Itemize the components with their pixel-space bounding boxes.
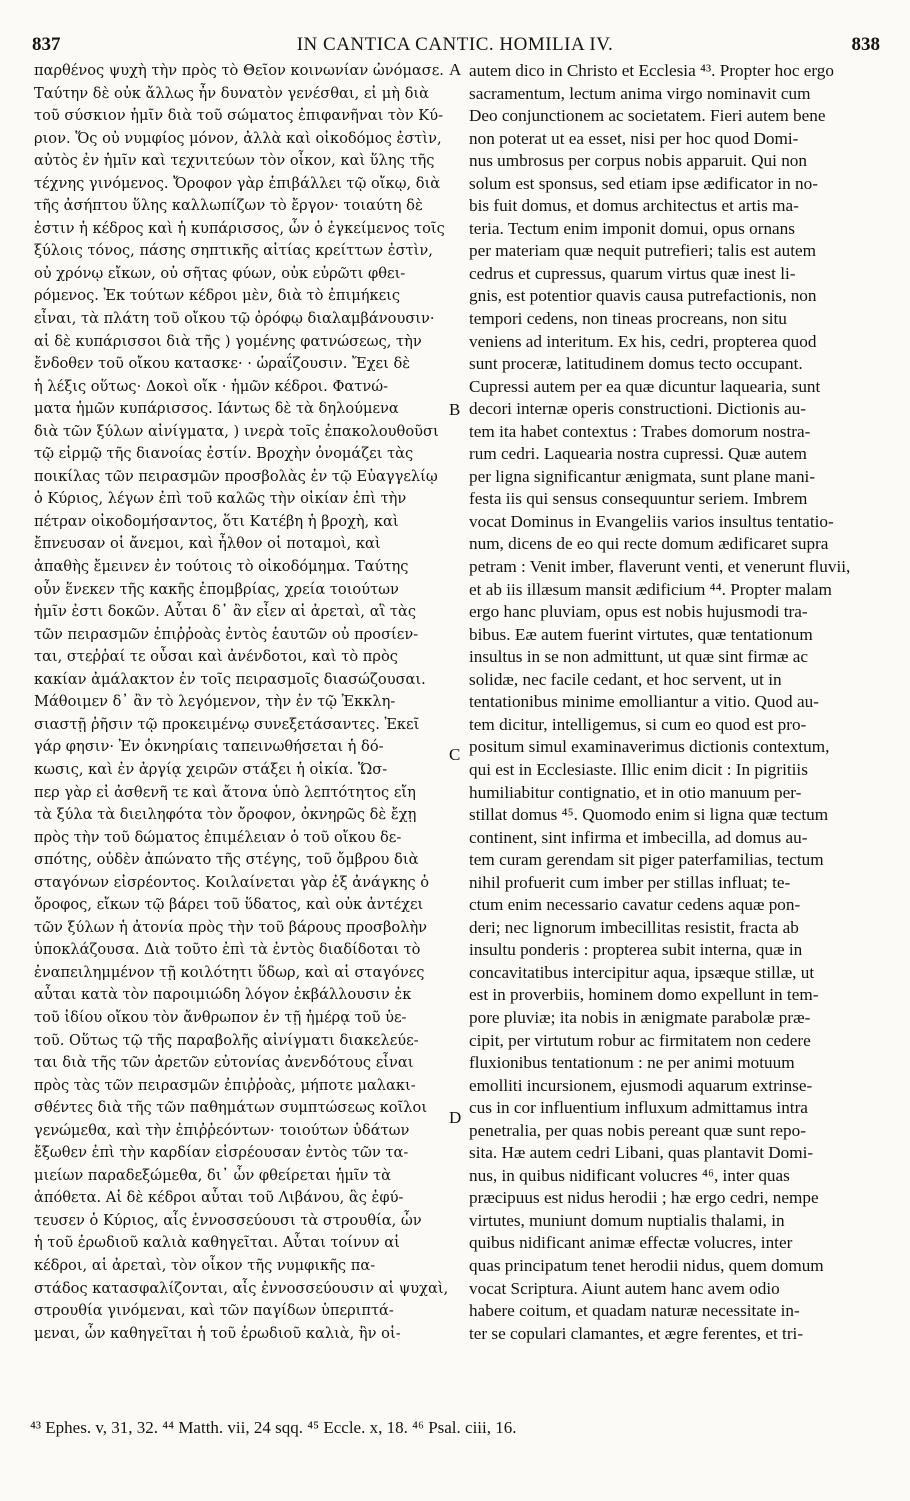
latin-text-line: per ligna significantur ænigmata, sunt plane mani-	[469, 466, 816, 486]
latin-text-line: gnis, est potentior quavis causa putrefactionis, non	[469, 286, 817, 306]
greek-text-line: τευσεν ὁ Κύριος, αἷς ἐννοσσεύουσι τὰ στρουθία, ὧν	[34, 1211, 422, 1229]
latin-text-line: nihil profuerit cum imber per stillas influat; te-	[469, 872, 791, 892]
greek-text-line: αὐτὸς ἐν ἡμῖν καὶ τεχνιτεύων τὸν οἶκον, καὶ ὕλης τῆς	[34, 152, 435, 170]
latin-text-line: fluxionibus tentationum : ne per animi motuum	[469, 1053, 795, 1073]
latin-text-line: insultu ponderis : propterea subit interna, quæ in	[469, 940, 803, 960]
greek-text-line: ρόμενος. Ἐκ τούτων κέδροι μὲν, διὰ τὸ ἐπιμήκεις	[34, 287, 401, 305]
latin-text-line: autem dico in Christo et Ecclesia ⁴³. Propter hoc ergo	[469, 61, 834, 80]
latin-text-line: Deo conjunctionem ac societatem. Fieri autem bene	[469, 106, 826, 126]
latin-text-line: ter se copulari clamantes, et ægre ferentes, et tri-	[469, 1323, 804, 1343]
greek-text-line: ἔξωθεν ἐπὶ τὴν καρδίαν εἰσρέουσαν ἐντὸς τῶν τα-	[34, 1144, 409, 1162]
greek-text-line: ἀπόθετα. Αἱ δὲ κέδροι αὗται τοῦ Λιβάνου, ἃς ἐφύ-	[34, 1189, 404, 1207]
latin-text-line: cus in cor influentium influxum admittamus intra	[469, 1098, 808, 1118]
latin-text-line: sacramentum, lectum anima virgo nominavit cum	[469, 83, 811, 103]
greek-text-line: σταγόνων εἰσρέοντος. Κοιλαίνεται γὰρ ἐξ ἀνάγκης ὁ	[34, 873, 430, 891]
page-header	[30, 34, 880, 60]
greek-text-line: ματα ἡμῶν κυπάρισσος. Ιάντως δὲ τὰ δηλούμενα	[34, 400, 399, 418]
latin-text-line: petram : Venit imber, flaverunt venti, et venerunt fluvii,	[469, 557, 851, 577]
greek-text-line: ται, στεῤῥαί τε οὖσαι καὶ ἀνένδοτοι, καὶ τὸ πρὸς	[34, 648, 398, 666]
latin-text-line: quibus nidificant animæ effectæ volucres, inter	[469, 1233, 793, 1253]
greek-text-line: ξύλοις τόνος, πάσης σηπτικῆς αἰτίας κρείττων ἐστὶν,	[34, 242, 433, 260]
greek-text-line: διὰ τῶν ξύλων αἰνίγματα, ) ινερὰ τοῖς ἐπακολουθοῦσι	[34, 422, 439, 440]
greek-text-line: οὖν ἕνεκεν τῆς κακῆς ἐπομβρίας, χρεία τοιούτων	[34, 580, 399, 598]
greek-text-line: ἐναπειλημμένον τῇ κοιλότητι ὕδωρ, καὶ αἱ σταγόνες	[34, 963, 425, 981]
latin-text-line: bis fuit domus, et domus architectus et artis ma-	[469, 196, 799, 216]
latin-text-line: festa iis qui sensus consequuntur seriem. Imbrem	[469, 489, 808, 509]
greek-text-line: σιαστῇ ῥῆσιν τῷ προκειμένῳ συνεξετάσαντες. Ἐκεῖ	[34, 715, 420, 733]
margin-letter-b: B	[449, 400, 461, 419]
latin-text-line: tentationibus minime emolliantur a vitio. Quod au-	[469, 692, 819, 712]
greek-text-line: στρουθία γινόμεναι, καὶ τῶν παγίδων ὑπεριπτά-	[34, 1302, 394, 1320]
latin-text-line: num, dicens de eo qui recte domum ædificaret supra	[469, 534, 829, 554]
greek-text-line: ἡ τοῦ ἐρωδιοῦ καλιὰ καθηγεῖται. Αὗται τοίνυν αἱ	[34, 1234, 400, 1252]
latin-text-line: tempori cedens, non tineas procreans, non situ	[469, 309, 787, 329]
latin-text-line: solidæ, nec facile cedant, et hoc servent, ut in	[469, 669, 782, 689]
greek-text-line: μιείων παραδεξώμεθα, δι᾽ ὧν φθείρεται ἡμῖν τὰ	[34, 1166, 391, 1184]
margin-letter-c: C	[449, 745, 461, 764]
latin-text-line: ergo hanc pluviam, opus est nobis hujusmodi tra-	[469, 602, 808, 622]
greek-text-line: τῶν πειρασμῶν ἐπιῤῥοὰς ἐντὸς ἑαυτῶν οὐ προσίεν-	[34, 625, 419, 643]
latin-text-line: rum cedri. Laquearia nostra cupressi. Quæ autem	[469, 444, 807, 464]
greek-text-line: τὰ ξύλα τὰ διειληφότα τὸν ὄροφον, ὀκνηρῶς δὲ ἔχῃ	[34, 806, 417, 824]
greek-text-line: πρὸς τὴν τοῦ δώματος ἐπιμέλειαν ὁ τοῦ οἴκου δε-	[34, 828, 402, 846]
greek-text-line: ἡ λέξις οὕτως· Δοκοὶ οἴκ · ἡμῶν κέδροι. Φατνώ-	[34, 377, 389, 395]
latin-text-line: pore pluviæ; ita nobis in ænigmate parabolæ præ-	[469, 1007, 811, 1027]
greek-text-line: γάρ φησιν· Ἐν ὀκνηρίαις ταπεινωθήσεται ἡ δό-	[34, 738, 384, 756]
latin-text-line: bibus. Eæ autem fuerint virtutes, quæ tentationum	[469, 624, 813, 644]
latin-text-line: teria. Tectum enim imponit domui, opus ornans	[469, 218, 795, 238]
latin-text-line: per materiam quæ nequit putrefieri; talis est autem	[469, 241, 816, 261]
latin-text-line: deri; nec lignorum imbecillitas resistit, fracta ab	[469, 917, 799, 937]
greek-text-line: τέχνης γινόμενος. Ὄροφον γὰρ ἐπιβάλλει τῷ οἴκῳ, διὰ	[34, 174, 441, 192]
greek-text-line: μεναι, ὧν καθηγεῖται ἡ τοῦ ἐρωδιοῦ καλιὰ, ἣν οἱ-	[34, 1324, 401, 1342]
greek-text-line: τῶν ξύλων ἡ ἀτονία πρὸς τὴν τοῦ βάρους προσβολὴν	[34, 918, 428, 936]
latin-text-line: stillat domus ⁴⁵. Quomodo enim si ligna quæ tectum	[469, 805, 829, 825]
running-title: IN CANTICA CANTIC. HOMILIA IV.	[296, 34, 614, 55]
latin-text-line: nus umbrosus per corpus nobis apparuit. Qui non	[469, 151, 807, 171]
greek-text-line: σθέντες διὰ τῆς τῶν παθημάτων συμπτώσεως κοῖλοι	[34, 1099, 428, 1117]
greek-text-line: ἀπαθὴς ἔμεινεν ἐν τούτοις τὸ οἰκοδόμημα. Ταύτης	[34, 558, 409, 576]
greek-text-line: ἔπνευσαν οἱ ἄνεμοι, καὶ ἦλθον οἱ ποταμοὶ, καὶ	[34, 535, 381, 553]
greek-text-line: αὗται κατὰ τὸν παροιμιώδη λόγον ἐκβάλλουσιν ἐκ	[34, 986, 412, 1004]
greek-text-line: τῆς ἀσήπτου ὕλης καλλωπίζων τὸ ἔργον· τοιαύτη δὲ	[34, 197, 423, 215]
margin-letter-d: D	[449, 1108, 462, 1127]
greek-text-line: ὑποκλάζουσα. Διὰ τοῦτο ἐπὶ τὰ ἐντὸς διαδίδοται τὸ	[34, 941, 421, 959]
greek-text-line: αἱ δὲ κυπάρισσοι διὰ τῆς ) γομένης φατνώσεως, τὴν	[34, 332, 422, 350]
latin-text-line: qui est in Ecclesiaste. Illic enim dicit : In pigritiis	[469, 759, 808, 779]
latin-text-line: nus, in quibus nidificant volucres ⁴⁶, inter quas	[469, 1165, 790, 1185]
greek-text-line: ὁ Κύριος, λέγων ἐπὶ τοῦ καλῶς τὴν οἰκίαν ἐπὶ τὴν	[34, 490, 407, 508]
latin-text-line: est in proverbiis, hominem domo expellunt in tem-	[469, 985, 819, 1005]
latin-text-line: cedrus et cupressus, quarum virtus quæ inest li-	[469, 263, 796, 283]
greek-text-line: στάδος κατασφαλίζονται, αἷς ἐννοσσεύουσιν αἱ ψυχαὶ,	[34, 1279, 449, 1297]
greek-text-line: περ γὰρ εἰ ἀσθενῆ τε καὶ ἄτονα ὑπὸ λεπτότητος εἴη	[34, 783, 416, 801]
latin-text-line: sita. Hæ autem cedri Libani, quas plantavit Domi-	[469, 1143, 814, 1163]
latin-text-line: tem curam gerendam sit piger paterfamilias, tectum	[469, 850, 824, 870]
greek-text-line: τοῦ ἰδίου οἴκου τὸν ἄνθρωπον ἐν τῇ ἡμέρᾳ τοῦ ὑε-	[34, 1008, 407, 1026]
latin-text-line: præcipuus est nidus herodii ; hæ ergo cedri, nempe	[469, 1188, 819, 1208]
latin-text-line: humiliabitur contignatio, et in otio manuum per-	[469, 782, 802, 802]
latin-text-line: vocat Scriptura. Aiunt autem hanc avem odio	[469, 1278, 780, 1298]
greek-text-column	[34, 60, 454, 1345]
greek-text-line: κωσις, καὶ ἐν ἀργίᾳ χειρῶν στάξει ἡ οἰκία. Ὥσ-	[34, 760, 388, 778]
page-number-left: 837	[32, 34, 61, 55]
greek-text-line: εἶναι, τὰ πλάτη τοῦ οἴκου τῷ ὀρόφῳ διαλαμβάνουσιν·	[34, 310, 435, 328]
greek-text-line: σπότης, οὐδὲν ἀπώνατο τῆς στέγης, τοῦ ὄμβρου διὰ	[34, 851, 419, 869]
latin-text-line: ctum enim necessario cavatur cedens aquæ pon-	[469, 895, 801, 915]
page-number-right: 838	[851, 34, 880, 55]
latin-text-line: et ab iis illæsum mansit ædificium ⁴⁴. Propter malam	[469, 579, 832, 599]
latin-text-line: penetralia, per quas nobis pereant quæ sunt repo-	[469, 1120, 806, 1140]
greek-text-line: παρθένος ψυχὴ τὴν πρὸς τὸ Θεῖον κοινωνίαν ὠνόμασε.	[34, 62, 444, 79]
greek-text-line: ἐστιν ἡ κέδρος καὶ ἡ κυπάρισσος, ὧν ὁ ἐγκείμενος τοῖς	[34, 219, 445, 237]
greek-text-line: κακίαν ἀμάλακτον ἐν τοῖς πειρασμοῖς διασώζουσαι.	[34, 670, 426, 688]
greek-text-line: Ταύτην δὲ οὐκ ἄλλως ἦν δυνατὸν γενέσθαι, εἰ μὴ διὰ	[34, 84, 430, 102]
latin-text-line: emolliti incursionem, ejusmodi aquarum extrinse-	[469, 1075, 813, 1095]
latin-text-line: veniens ad interitum. Ex his, cedri, propterea quod	[469, 331, 817, 351]
greek-text-line: ἔνδοθεν τοῦ οἴκου κατασκε· · ὡραΐζουσιν. Ἔχει δὲ	[34, 355, 411, 373]
greek-text-line: τῷ εἱρμῷ τῆς διανοίας ἐστίν. Βροχὴν ὀνομάζει τὰς	[34, 445, 414, 463]
latin-text-line: tem ita habet contextus : Trabes domorum nostra-	[469, 421, 811, 441]
greek-text-line: γενώμεθα, καὶ τὴν ἐπιῤῥεόντων· τοιούτων ὑδάτων	[34, 1121, 410, 1139]
greek-text-line: πέτραν οἰκοδομήσαντος, ὅτι Κατέβη ἡ βροχὴ, καὶ	[34, 512, 399, 530]
latin-text-line: habere coitum, et quadam naturæ necessitate in-	[469, 1301, 800, 1321]
latin-text-line: sunt proceræ, latitudinem domus tecto occupant.	[469, 354, 803, 374]
latin-text-line: insultus in se non admittunt, ut quæ sint firmæ ac	[469, 647, 808, 667]
latin-text-line: solum est sponsus, sed etiam ipse ædificator in no-	[469, 173, 818, 193]
latin-text-line: tem dicitur, intelligemus, si cum eo quod est pro-	[469, 714, 807, 734]
greek-text-line: ὄροφος, εἴκων τῷ βάρει τοῦ ὕδατος, καὶ οὐκ ἀντέχει	[34, 896, 424, 914]
latin-text-line: quas principatum tenet herodii nidus, quem domum	[469, 1255, 824, 1275]
greek-text-line: ριον. Ὅς οὐ νυμφίος μόνον, ἀλλὰ καὶ οἰκοδόμος ἐστὶν,	[34, 129, 442, 147]
greek-text-line: ἡμῖν ἐστι δοκῶν. Αὗται δ᾽ ἂν εἶεν αἱ ἀρεταὶ, αἳ τὰς	[34, 603, 417, 621]
footnotes: ⁴³ Ephes. v, 31, 32. ⁴⁴ Matth. vii, 24 sqq. ⁴⁵ Eccle. x, 18. ⁴⁶ Psal. ciii, 16.	[30, 1418, 517, 1437]
greek-text-line: τοῦ. Οὕτως τῷ τῆς παραβολῆς αἰνίγματι διακελεύε-	[34, 1031, 419, 1049]
latin-text-line: concavitatibus intercipitur aqua, ipsæque stillæ, ut	[469, 962, 815, 982]
margin-letter-a: A	[449, 60, 462, 79]
latin-text-line: cipit, per virtutum robur ac firmitatem non cedere	[469, 1030, 811, 1050]
latin-text-line: Cupressi autem per ea quæ dicuntur laquearia, sunt	[469, 376, 821, 396]
latin-text-line: positum simul examinaverimus dictionis contextum,	[469, 737, 830, 757]
greek-text-line: Μάθοιμεν δ᾽ ἂν τὸ λεγόμενον, τὴν ἐν τῷ Ἐκκλη-	[34, 693, 396, 711]
greek-text-line: πρὸς τὰς τῶν πειρασμῶν ἐπιῤῥοὰς, μήποτε μαλακι-	[34, 1076, 416, 1094]
latin-text-line: non poterat ut ea esset, nisi per hoc quod Domi-	[469, 128, 799, 148]
greek-text-line: κέδροι, αἱ ἀρεταὶ, τὸν οἶκον τῆς νυμφικῆς πα-	[34, 1256, 376, 1274]
latin-text-line: continent, sint infirma et imbecilla, ad domus au-	[469, 827, 808, 847]
latin-text-column	[469, 60, 879, 1345]
greek-text-line: οὐ χρόνῳ εἴκων, οὐ σῆτας φύων, οὐκ εὐρῶτι φθει-	[34, 264, 406, 282]
greek-text-line: τοῦ σύσκιον ἡμῖν διὰ τοῦ σώματος ἐπιφανῆναι τὸν Κύ-	[34, 107, 444, 125]
greek-text-line: ποικίλας τῶν πειρασμῶν προσβολὰς ἐν τῷ Εὐαγγελίῳ	[34, 467, 438, 485]
latin-text-line: vocat Dominus in Evangeliis varios insultus tentatio-	[469, 511, 834, 531]
greek-text-line: ται διὰ τῆς τῶν ἀρετῶν εὐτονίας ἀνενδότους εἶναι	[34, 1054, 414, 1072]
latin-text-line: decori internæ operis constructioni. Dictionis au-	[469, 399, 806, 419]
latin-text-line: virtutes, muniunt domum nuptialis thalami, in	[469, 1210, 785, 1230]
